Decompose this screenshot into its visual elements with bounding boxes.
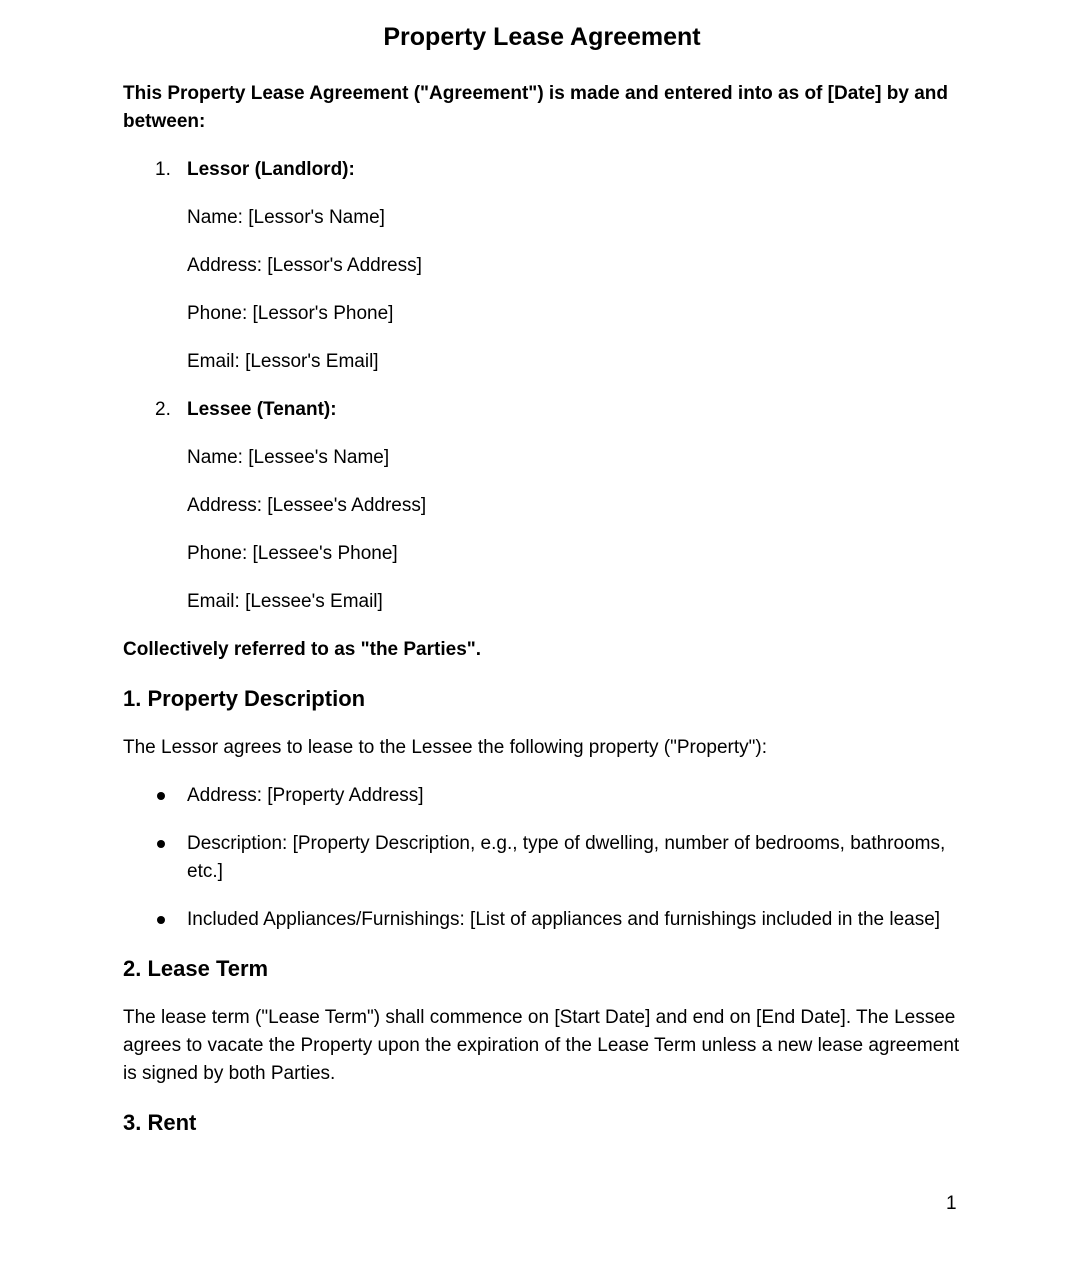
party-field-phone: Phone: [Lessor's Phone] (187, 303, 394, 324)
party-item-lessor (123, 156, 961, 184)
bullet-icon (157, 792, 165, 800)
bullet-item-appliances (123, 906, 961, 934)
list-number: 1. (155, 159, 171, 180)
intro-paragraph: This Property Lease Agreement ("Agreement") is made and entered into as of [Date] by and between: (123, 83, 948, 132)
bullet-icon (157, 916, 165, 924)
page-number: 1 (946, 1193, 957, 1214)
party-field-phone: Phone: [Lessee's Phone] (187, 543, 398, 564)
document-title: Property Lease Agreement (383, 23, 701, 51)
list-number: 2. (155, 399, 171, 420)
party-field-name: Name: [Lessee's Name] (187, 447, 390, 468)
section-heading-lease-term: 2. Lease Term (123, 956, 269, 981)
bullet-item-description (123, 830, 961, 886)
party-field-email: Email: [Lessor's Email] (187, 351, 379, 372)
party-field-address: Address: [Lessor's Address] (187, 255, 422, 276)
party-field-address: Address: [Lessee's Address] (187, 495, 427, 516)
bullet-item-address (123, 782, 961, 810)
section-paragraph: The lease term ("Lease Term") shall commence on [Start Date] and end on [End Date]. The Lessee agrees to vacate the Property upon the expiration of the Lease Term unless a new lease agreement is signed by both Parties. (123, 1007, 960, 1084)
section-heading-property-description: 1. Property Description (123, 686, 366, 711)
bullet-text: Description: [Property Description, e.g., type of dwelling, number of bedrooms, bathrooms, etc.] (187, 833, 946, 882)
section-heading-rent: 3. Rent (123, 1110, 197, 1135)
section-paragraph: The Lessor agrees to lease to the Lessee the following property ("Property"): (123, 737, 767, 758)
party-label: Lessee (Tenant): (187, 399, 337, 420)
bullet-icon (157, 840, 165, 848)
bullet-text: Included Appliances/Furnishings: [List of appliances and furnishings included in the lease] (187, 909, 941, 930)
party-label: Lessor (Landlord): (187, 159, 355, 180)
bullet-text: Address: [Property Address] (187, 785, 424, 806)
party-field-name: Name: [Lessor's Name] (187, 207, 385, 228)
collective-paragraph: Collectively referred to as "the Parties". (123, 639, 482, 660)
party-field-email: Email: [Lessee's Email] (187, 591, 383, 612)
party-item-lessee (123, 396, 961, 424)
